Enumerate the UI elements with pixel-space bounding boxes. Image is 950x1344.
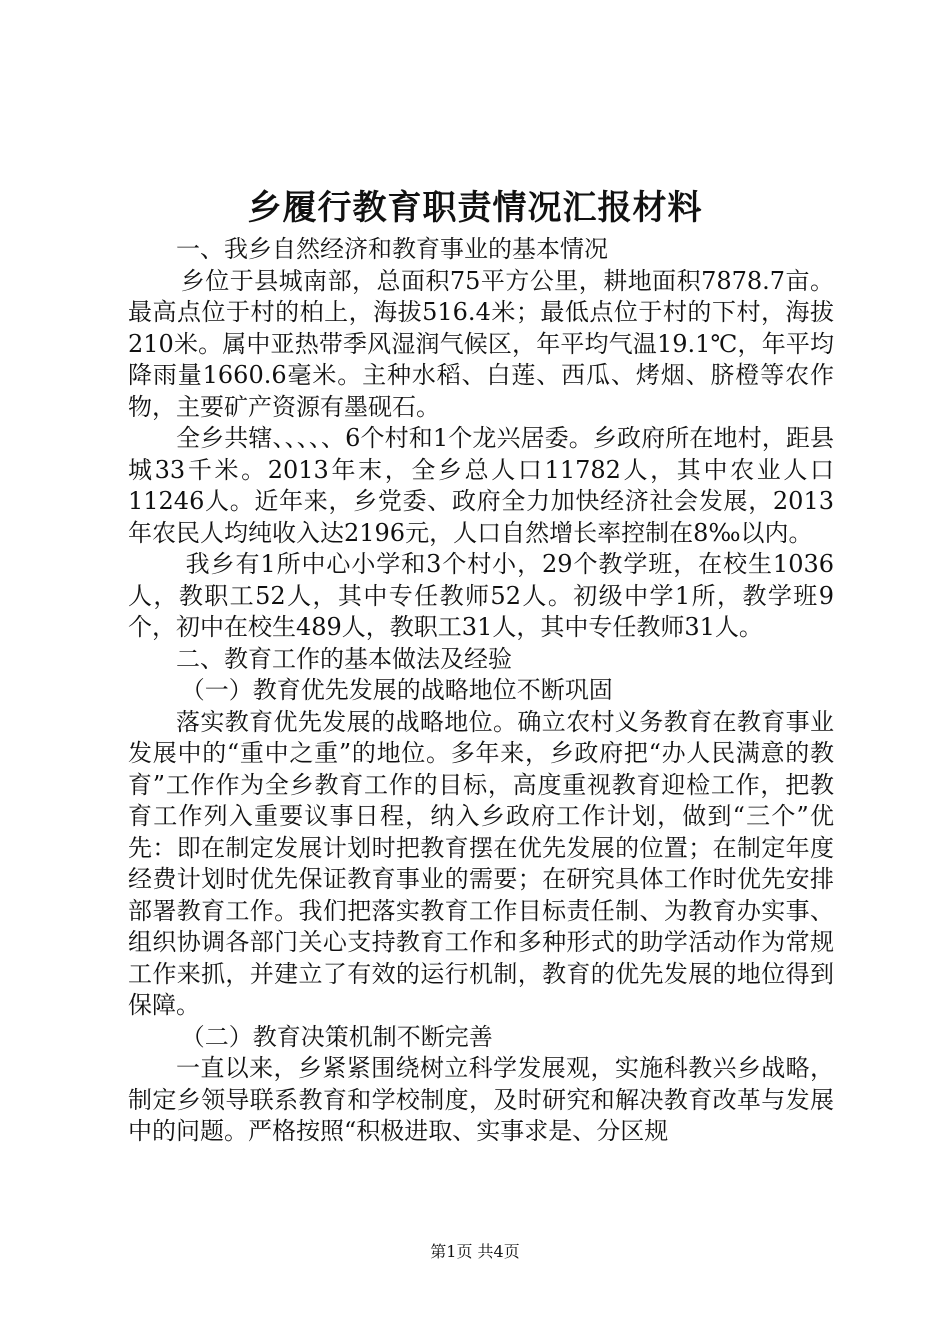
subsection-heading-1: （一）教育优先发展的战略地位不断巩固 [180,676,613,704]
section-heading-2: 二、教育工作的基本做法及经验 [176,644,512,673]
section-heading-1: 一、我乡自然经济和教育事业的基本情况 [176,235,608,263]
subsection-heading-2: （二）教育决策机制不断完善 [180,1022,493,1051]
paragraph-geography: 乡位于县城南部，总面积75平方公里，耕地面积7878.7亩。最高点位于村的柏上，海拔516.4米；最低点位于村的下村，海拔210米。属中亚热带季风湿润气候区，年平均气温19.1℃，年平均降雨量1660.6毫米。主种水稻、白莲、西瓜、烤烟、脐橙等农作物，主要矿产资源有墨砚石。 [128,266,834,421]
document-body [128,234,834,1148]
paragraph-decision: 一直以来，乡紧紧围绕树立科学发展观，实施科教兴乡战略，制定乡领导联系教育和学校制度，及时研究和解决教育改革与发展中的问题。严格按照“积极进取、实事求是、分区规 [128,1054,834,1145]
document-title: 乡履行教育职责情况汇报材料 [247,188,703,228]
page-number: 第1页 共4页 [430,1242,520,1261]
paragraph-priority: 落实教育优先发展的战略地位。确立农村义务教育在教育事业发展中的“重中之重”的地位。多年来，乡政府把“办人民满意的教育”工作作为全乡教育工作的目标，高度重视教育迎检工作，把教育工作列入重要议事日程，纳入乡政府工作计划，做到“三个”优先：即在制定发展计划时把教育摆在优先发展的位置；在制定年度经费计划时优先保证教育事业的需要；在研究具体工作时优先安排部署教育工作。我们把落实教育工作目标责任制、为教育办实事、组织协调各部门关心支持教育工作和多种形式的助学活动作为常规工作来抓，并建立了有效的运行机制，教育的优先发展的地位得到保障。 [128,707,834,1019]
paragraph-population: 全乡共辖、、、、、6个村和1个龙兴居委。乡政府所在地村，距县城33千米。2013年末，全乡总人口11782人，其中农业人口11246人。近年来，乡党委、政府全力加快经济社会发展，2013年农民人均纯收入达2196元，人口自然增长率控制在8‰以内。 [128,424,834,547]
paragraph-schools: 我乡有1所中心小学和3个村小，29个教学班，在校生1036人，教职工52人，其中专任教师52人。初级中学1所，教学班9个，初中在校生489人，教职工31人，其中专任教师31人。 [128,550,834,641]
